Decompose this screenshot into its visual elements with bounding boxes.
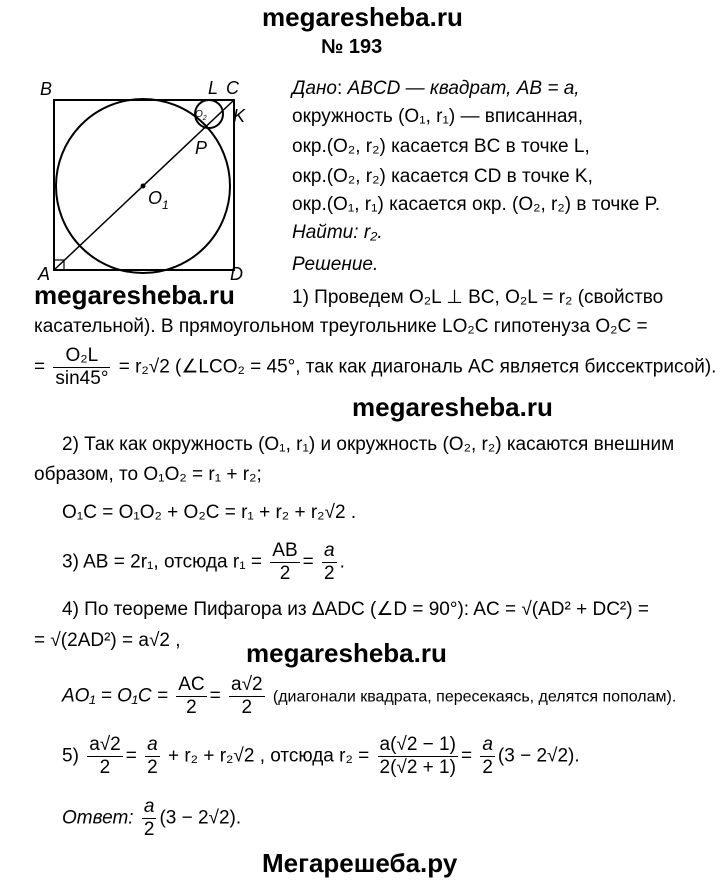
label-o1: $O_1$ xyxy=(148,188,169,212)
step1-line-a: 1) Проведем O₂L ⊥ BC, O₂L = r₂ (свойство xyxy=(292,287,664,308)
problem-number: № 193 xyxy=(321,36,383,58)
given-line-2: окружность (O₁, r₁) — вписанная, xyxy=(292,106,583,127)
step1-line-c: = $\frac{\text{O₂L}}{\sin 45^\circ}$ = r₂√2 (∠LCO₂ = 45°, так как диагональ AC является биссектрисой). xyxy=(34,345,717,389)
label-k: K xyxy=(233,106,246,126)
step5-line: 5) $\frac{a√2}{2}$ = $\frac{a}{2}$ + r₂ + r₂√2 , отсюда r₂ = $\frac{a(√2 - 1)}{2(√2 + 1)}$ = $\frac{a}{2}$ (3 − 2√2). xyxy=(62,734,580,778)
watermark-mid-3: megaresheba.ru xyxy=(246,638,447,668)
step2-line-c: O₁C = O₁O₂ + O₂C = r₁ + r₂ + r₂√2 . xyxy=(62,502,357,523)
step3-line: 3) AB = 2r₁, отсюда r₁ = $\frac{AB}{2}$ = $\frac{a}{2}$ . xyxy=(62,540,345,584)
step1-line-b: касательной). В прямоугольном треугольнике LO₂C гипотенуза O₂C = xyxy=(34,316,648,337)
center-o1 xyxy=(141,184,146,189)
watermark-bottom: Мегарешеба.ру xyxy=(262,848,458,878)
given-line-4: окр.(O₂, r₂) касается CD в точке K, xyxy=(292,166,593,187)
label-p: P xyxy=(195,138,208,158)
label-a: A xyxy=(38,264,51,284)
solution-label: Решение. xyxy=(292,254,379,275)
given-line-5: окр.(O₁, r₁) касается окр. (O₂, r₂) в точке P. xyxy=(292,194,661,215)
label-d: D xyxy=(230,264,243,284)
label-l: L xyxy=(208,80,219,98)
step2-line-a: 2) Так как окружность (O₁, r₁) и окружность (O₂, r₂) касаются внешним xyxy=(62,434,675,455)
watermark-mid-1: megaresheba.ru xyxy=(34,280,235,310)
geometry-figure xyxy=(30,80,280,285)
label-c: C xyxy=(226,80,239,98)
label-o2: $O_2$ xyxy=(195,109,207,122)
find-line: Найти: r₂. xyxy=(292,222,383,243)
step4-line-c: AO₁ = O₁C = $\frac{AC}{2}$ = $\frac{a√2}{2}$ (диагонали квадрата, пересекаясь, делятся пополам). xyxy=(62,674,677,718)
given-line-1: Дано: ABCD — квадрат, AB = a, xyxy=(292,78,580,99)
given-line-3: окр.(O₂, r₂) касается BC в точке L, xyxy=(292,136,590,157)
step4-line-a: 4) По теореме Пифагора из ΔADC (∠D = 90°): AC = √(AD² + DC²) = xyxy=(62,599,649,620)
watermark-top: megaresheba.ru xyxy=(262,2,463,32)
step4-line-b: = √(2AD²) = a√2 , xyxy=(34,630,181,651)
answer-line: Ответ: $\frac{a}{2}$ (3 − 2√2). xyxy=(62,796,242,840)
step2-line-b: образом, то O₁O₂ = r₁ + r₂; xyxy=(34,464,262,485)
label-b: B xyxy=(40,80,53,99)
watermark-mid-2: megaresheba.ru xyxy=(352,392,553,422)
